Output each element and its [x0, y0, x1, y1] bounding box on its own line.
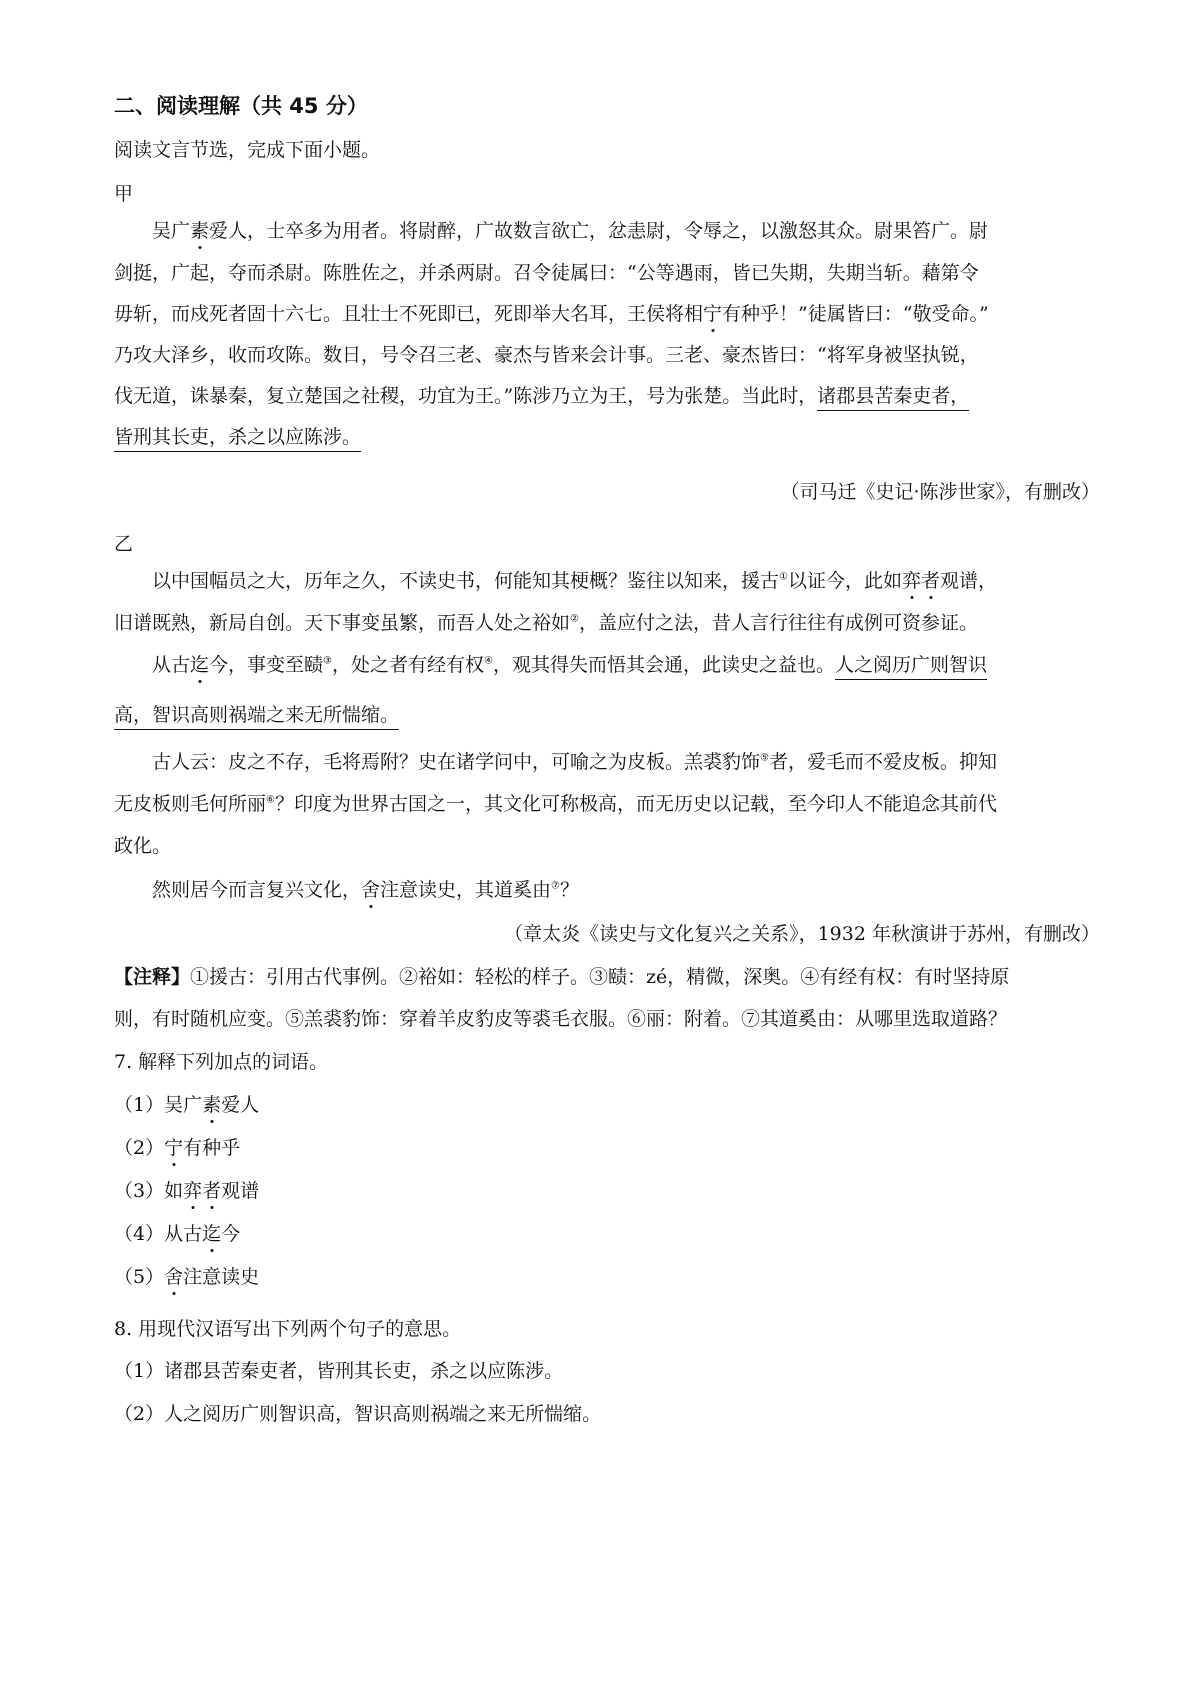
part-b-p3-line-2: 无皮板则毛何所丽⑥？印度为世界古国之一，其文化可称极高，而无历史以记载，至今印人不能追念其前代 — [114, 793, 997, 815]
footnote-marker: ② — [570, 613, 579, 625]
question-8-item-1: （1）诸郡县苦秦吏者，皆刑其长吏，杀之以应陈涉。 — [114, 1360, 564, 1382]
footnote-marker: ⑦ — [551, 880, 561, 892]
instruction: 阅读文言节选，完成下面小题。 — [114, 139, 381, 161]
dotted-word: 迄 — [202, 1223, 222, 1245]
part-b-p2-line-1: 从古迄今，事变至赜③，处之者有经有权④，观其得失而悟其会通，此读史之益也。人之阅历广则智识 — [152, 656, 987, 675]
section-title: 二、阅读理解（共 45 分） — [114, 94, 368, 118]
underlined-sentence: 人之阅历广则智识 — [835, 654, 987, 680]
part-a-label: 甲 — [114, 183, 134, 205]
part-a-line-3: 毋斩，而戍死者固十六七。且壮士不死即已，死即举大名耳，王侯将相宁有种乎！”徒属皆曰：“敬受命。” — [114, 303, 989, 325]
notes-label: 【注释】 — [114, 966, 191, 988]
footnote-marker: ⑥ — [266, 794, 275, 806]
part-b-p3-line-3: 政化。 — [114, 835, 172, 857]
footnote-marker: ④ — [484, 655, 493, 667]
part-a-line-4: 乃攻大泽乡，收而攻陈。数日，号令召三老、豪杰与皆来会计事。三老、豪杰皆曰：“将军身被坚执锐， — [114, 344, 979, 366]
question-7-item-5: （5）舍注意读史 — [114, 1266, 260, 1288]
part-b-p3-line-1: 古人云：皮之不存，毛将焉附？史在诸学问中，可喻之为皮板。羔裘豹饰⑤者，爱毛而不爱皮板。抑知 — [152, 751, 997, 773]
part-a-source: （司马迁《史记·陈涉世家》，有删改） — [780, 481, 1100, 503]
part-b-p1-line-2: 旧谱既熟，新局自创。天下事变虽繁，而吾人处之裕如②，盖应付之法，昔人言行往往有成例可资参证。 — [114, 612, 978, 634]
dotted-word: 者 — [202, 1180, 222, 1202]
part-b-p4-line-1: 然则居今而言复兴文化，舍注意读史，其道奚由⑦？ — [152, 879, 580, 901]
part-a-line-6 — [114, 428, 361, 447]
footnote-marker: ⑤ — [760, 752, 769, 764]
notes-line-1: 【注释】①援古：引用古代事例。②裕如：轻松的样子。③赜：zé，精微，深奥。④有经有权：有时坚持原 — [114, 966, 1010, 988]
question-7-stem: 7. 解释下列加点的词语。 — [114, 1051, 329, 1073]
dotted-word: 舍 — [164, 1266, 184, 1288]
part-a-line-5: 伐无道，诛暴秦，复立楚国之社稷，功宜为王。”陈涉乃立为王，号为张楚。当此时，诸郡县苦秦吏者， — [114, 387, 969, 406]
dotted-word: 宁 — [703, 303, 723, 325]
question-7-item-2: （2）宁有种乎 — [114, 1137, 241, 1159]
question-7-item-4: （4）从古迄今 — [114, 1223, 241, 1245]
underlined-sentence: 高，智识高则祸端之来无所惴缩。 — [114, 704, 399, 730]
dotted-word: 弈 — [183, 1180, 203, 1202]
question-7-item-3: （3）如弈者观谱 — [114, 1180, 260, 1202]
dotted-word: 舍 — [361, 879, 381, 901]
dotted-word: 素 — [190, 220, 210, 242]
underlined-sentence: 诸郡县苦秦吏者， — [817, 385, 969, 411]
part-a-line-1: 吴广素爱人，士卒多为用者。将尉醉，广故数言欲亡，忿恚尉，令辱之，以激怒其众。尉果笞广。尉 — [152, 220, 989, 242]
dotted-word: 素 — [202, 1094, 222, 1116]
part-b-p1-line-1: 以中国幅员之大，历年之久，不读史书，何能知其梗概？鉴往以知来，援古①以证今，此如弈者观谱， — [152, 570, 998, 592]
part-b-label: 乙 — [114, 533, 134, 555]
dotted-word: 者 — [921, 570, 941, 592]
question-7-item-1: （1）吴广素爱人 — [114, 1094, 260, 1116]
footnote-marker: ③ — [323, 655, 333, 667]
question-8-item-2: （2）人之阅历广则智识高，智识高则祸端之来无所惴缩。 — [114, 1403, 602, 1425]
part-b-p2-line-2 — [114, 706, 399, 725]
question-8-stem: 8. 用现代汉语写出下列两个句子的意思。 — [114, 1318, 462, 1340]
dotted-word: 弈 — [902, 570, 922, 592]
notes-line-2: 则，有时随机应变。⑤羔裘豹饰：穿着羊皮豹皮等裘毛衣服。⑥丽：附着。⑦其道奚由：从哪里选取道路？ — [114, 1008, 1008, 1030]
underlined-sentence: 皆刑其长吏，杀之以应陈涉。 — [114, 426, 361, 452]
part-a-line-2: 剑挺，广起，夺而杀尉。陈胜佐之，并杀两尉。召令徒属曰：“公等遇雨，皆已失期，失期当斩。藉第令 — [114, 262, 979, 284]
dotted-word: 迄 — [190, 654, 210, 676]
part-b-source: （章太炎《读史与文化复兴之关系》，1932 年秋演讲于苏州，有删改） — [504, 923, 1100, 945]
footnote-marker: ① — [779, 571, 788, 583]
dotted-word: 宁 — [164, 1137, 184, 1159]
